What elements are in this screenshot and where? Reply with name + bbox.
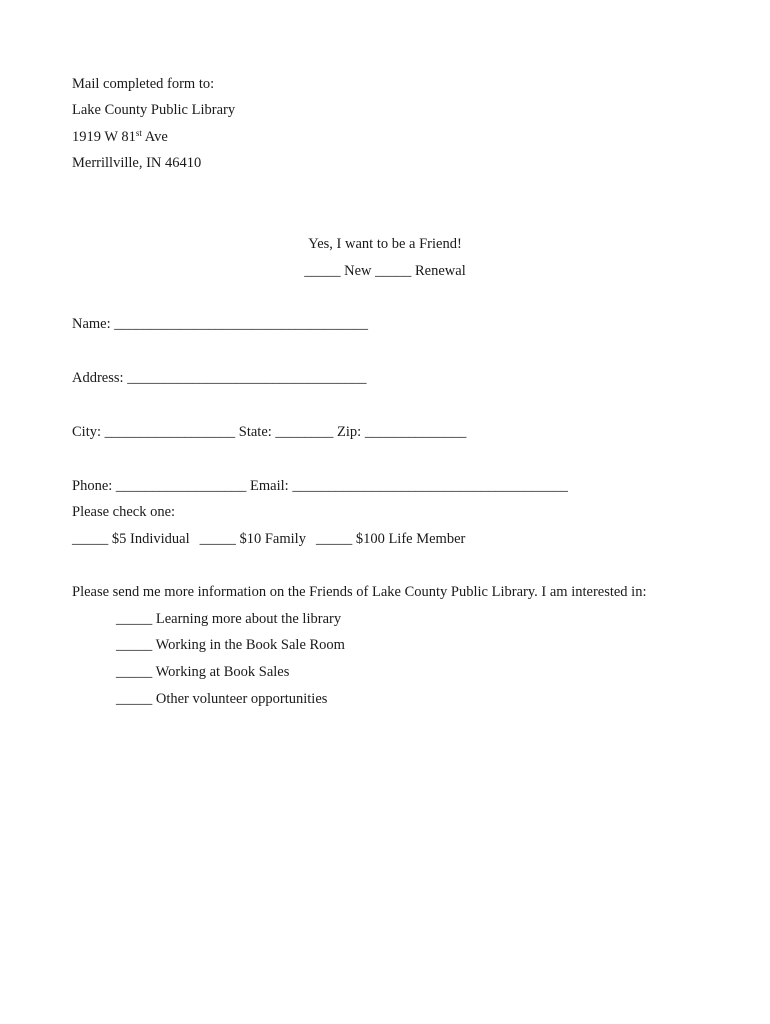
email-label: Email: xyxy=(246,478,293,494)
state-label: State: xyxy=(235,424,276,440)
address-field[interactable]: _________________________________ xyxy=(127,370,367,386)
interest-book-sales-blank[interactable]: _____ xyxy=(116,664,153,680)
street-suffix: Ave xyxy=(141,129,168,145)
family-label: $10 Family xyxy=(235,531,306,547)
street-number: 1919 W 81 xyxy=(72,129,136,145)
name-label: Name: xyxy=(72,316,115,332)
interest-item xyxy=(116,636,345,654)
street-address xyxy=(72,128,168,146)
address-row xyxy=(72,369,366,387)
interest-sale-room-blank[interactable]: _____ xyxy=(116,637,153,653)
phone-label: Phone: xyxy=(72,478,116,494)
membership-prompt: Please check one: xyxy=(72,504,176,520)
street-ordinal: st xyxy=(135,128,142,138)
city-row xyxy=(72,423,466,441)
zip-label: Zip: xyxy=(333,424,365,440)
renewal-label: Renewal xyxy=(411,263,466,279)
new-renewal-choice xyxy=(0,262,770,280)
interest-learning-blank[interactable]: _____ xyxy=(116,611,153,627)
city-state-zip: Merrillville, IN 46410 xyxy=(72,155,202,171)
name-field[interactable]: ___________________________________ xyxy=(114,316,369,332)
new-blank[interactable]: _____ xyxy=(304,263,341,279)
interests-prompt: Please send me more information on the Friends of Lake County Public Library. I am interested in: xyxy=(72,584,647,600)
interest-other-label: Other volunteer opportunities xyxy=(152,691,328,707)
city-label: City: xyxy=(72,424,105,440)
individual-blank[interactable]: _____ xyxy=(72,531,109,547)
mail-to-heading: Mail completed form to: xyxy=(72,76,215,92)
new-label: New xyxy=(340,263,376,279)
address-label: Address: xyxy=(72,370,128,386)
interest-item xyxy=(116,663,289,681)
renewal-blank[interactable]: _____ xyxy=(375,263,412,279)
interest-other-blank[interactable]: _____ xyxy=(116,691,153,707)
interest-sale-room-label: Working in the Book Sale Room xyxy=(152,637,345,653)
life-member-label: $100 Life Member xyxy=(352,531,466,547)
interest-item xyxy=(116,690,327,708)
phone-field[interactable]: __________________ xyxy=(115,478,247,494)
life-member-blank[interactable]: _____ xyxy=(315,531,353,547)
library-name: Lake County Public Library xyxy=(72,102,236,118)
interest-learning-label: Learning more about the library xyxy=(152,611,342,627)
city-field[interactable]: __________________ xyxy=(104,424,236,440)
interest-item xyxy=(116,610,341,628)
individual-label: $5 Individual xyxy=(108,531,190,547)
state-field[interactable]: ________ xyxy=(275,424,334,440)
interest-book-sales-label: Working at Book Sales xyxy=(152,664,290,680)
email-field[interactable]: ______________________________________ xyxy=(292,478,568,494)
zip-field[interactable]: ______________ xyxy=(364,424,467,440)
membership-options xyxy=(72,530,465,548)
phone-email-row xyxy=(72,477,568,495)
form-title: Yes, I want to be a Friend! xyxy=(308,236,462,252)
family-blank[interactable]: _____ xyxy=(199,531,236,547)
name-row xyxy=(72,315,368,333)
